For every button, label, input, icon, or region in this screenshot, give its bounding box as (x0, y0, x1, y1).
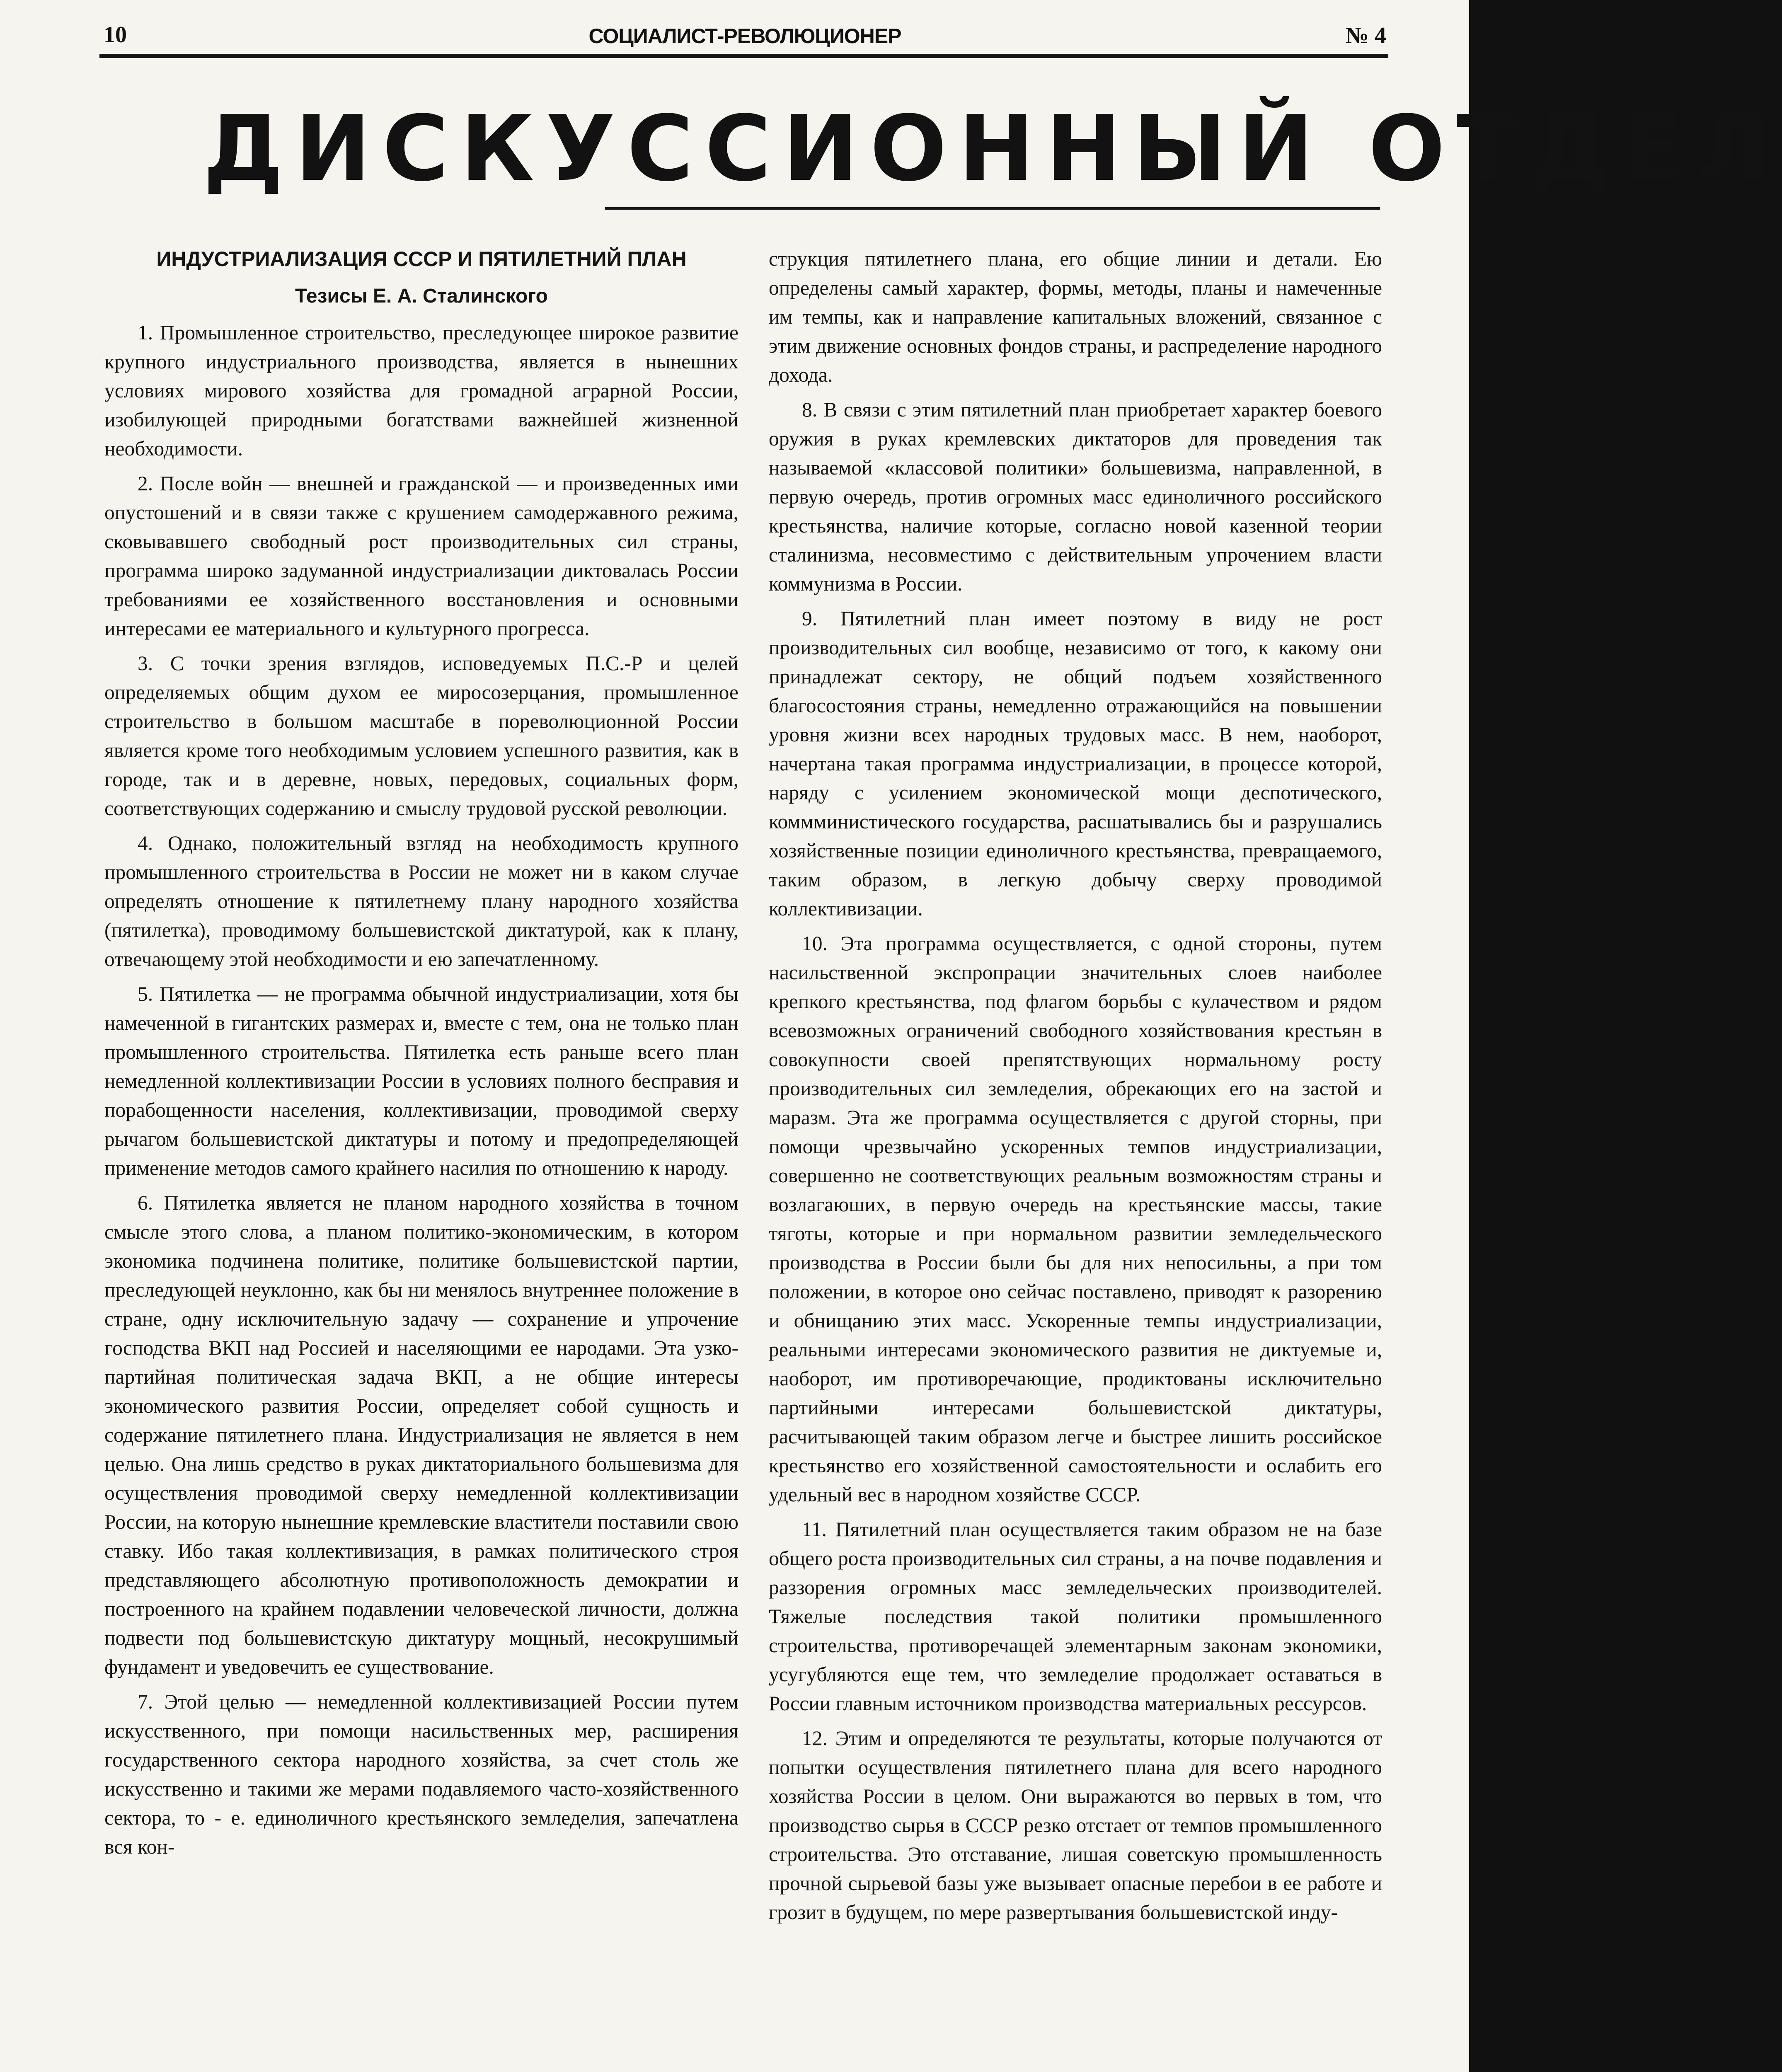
article-subtitle: Тезисы Е. А. Сталинского (295, 285, 548, 307)
title-rule (605, 207, 1380, 210)
thesis-paragraph: 2. После войн — внешней и гражданской — и произведенных ими опустошений и в связи также с крушением самодержавного режима, сковывавшего свободный рост производительных сил страны, программа широко задуманной индустриализации диктовалась России требованиями ее хозяйственного восстановления и основными интересами ее материального и культурного прогресса. (104, 472, 738, 640)
thesis-paragraph: 9. Пятилетний план имеет поэтому в виду не рост производительных сил вообще, независимо от того, к какому они принадлежат сектору, не общий подъем хозяйственного благосостояния страны, немедленно отражающийся на повышении уровня жизни всех народных трудовых масс. В нем, наоборот, начертана такая программа индустриализации, в процессе которой, наряду с усилением экономической мощи деспотического, коммминистического государства, расшатывались бы и разрушались хозяйственные позиции единоличного крестьянства, превращаемого, таким образом, в легкую добычу сверху проводимой коллективизации. (769, 607, 1382, 920)
left-column (104, 244, 738, 1867)
thesis-paragraph: 7. Этой целью — немедленной коллективизацией России путем искусственного, при помощи насильственных мер, расширения государственного сектора народного хозяйства, за счет столь же искусственно и такими же мерами подавляемого часто-хозяйственного сектора, то - е. единоличного крестьянского земледелия, запечатлена вся кон- (104, 1690, 738, 1858)
thesis-paragraph: 10. Эта программа осуществляется, с одной стороны, путем насильственной экспропрации значительных слоев наиболее крепкого крестьянства, под флагом борьбы с кулачеством и рядом всевозможных ограничений свободного хозяйствования крестьян в совокупности своей препятствующих нормальному росту производительных сил земледелия, обрекающих его на застой и маразм. Эта же программа осуществляется с другой сторны, при помощи чрезвычайно ускоренных темпов индустриализации, совершенно не соответствующих реальным возможностям страны и возлагаюших, в первую очередь на крестьянские массы, такие тяготы, которые и при нормальном развитии земледельческого производства в России были бы для них непосильны, а при том положении, в которое оно сейчас поставлено, приводят к разорению и обнищанию этих масс. Ускоренные темпы индустриализации, реальными интересами экономического развития не диктуемые и, наоборот, им противоречающие, продиктованы исключительно партийными интересами большевистской диктатуры, расчитывающей таким образом легче и быстрее лишить российское крестьянство его хозяйственной самостоятельности и ослабить его удельный вес в народном хозяйстве СССР. (769, 932, 1382, 1506)
thesis-paragraph: 4. Однако, положительный взгляд на необходимость крупного промышленного строительства в России не может ни в каком случае определять отношение к пятилетнему плану народного хозяйства (пятилетка), проводимому большевистской диктатурой, как к плану, отвечающему этой необходимости и ею запечатленному. (104, 832, 738, 971)
issue-number: № 4 (1345, 23, 1386, 48)
header-rule (99, 54, 1388, 58)
article-title: ИНДУСТРИАЛИЗАЦИЯ СССР И ПЯТИЛЕТНИЙ ПЛАН (156, 247, 687, 271)
page-number: 10 (104, 22, 127, 48)
thesis-paragraph: 8. В связи с этим пятилетний план приобретает характер боевого оружия в руках кремлевских диктаторов для проведения так называемой «классовой политики» большевизма, направленной, в первую очередь, против огромных масс единоличного российского крестьянства, наличие которые, согласно новой казенной теории сталинизма, несовместимо с действительным упрочением власти коммунизма в России. (769, 398, 1382, 595)
thesis-paragraph: 6. Пятилетка является не планом народного хозяйства в точном смысле этого слова, а планом политико-экономическим, в котором экономика подчинена политике, политике большевистской партии, преследующей неуклонно, как бы ни менялось внутреннее положение в стране, одну исключительную задачу — сохранение и упрочение господства ВКП над Россией и населяющими ее народами. Эта узко-партийная политическая задача ВКП, а не общие интересы экономического развития России, определяет собой сущность и содержание пятилетнего плана. Индустриализация не является в нем целью. Она лишь средство в руках диктаториального большевизма для осуществления проводимой сверху немедленной коллективизации России, на которую нынешние кремлевские властители поставили свою ставку. Ибо такая коллективизация, в рамках политического строя представляющего абсолютную противоположность демократии и построенного на крайнем подавлении человеческой личности, должна подвести под большевистскую диктатуру мощный, несокрушимый фундамент и уведовечить ее существование. (104, 1191, 738, 1678)
section-title: ДИСКУССИОННЫЙ ОТДЕЛ (203, 97, 1782, 201)
thesis-paragraph: 3. С точки зрения взглядов, исповедуемых П.С.-Р и целей определяемых общим духом ее миросозерцания, промышленное строительство в большом масштабе в пореволюционной России является кроме того необходимым условием успешного развития, как в городе, так и в деревне, новых, передовых, социальных форм, соответствующих содержанию и смыслу трудовой русской революции. (104, 652, 738, 820)
thesis-paragraph: 5. Пятилетка — не программа обычной индустриализации, хотя бы намеченной в гигантских размерах и, вместе с тем, она не только план промышленного строительства. Пятилетка есть раньше всего план немедленной коллективизации России в условиях полного бесправия и порабощенности населения, коллективизации, проводимой сверху рычагом большевистской диктатуры и потому и предопределяющей применение методов самого крайнего насилия по отношению к народу. (104, 983, 738, 1179)
newspaper-name: СОЦИАЛИСТ-РЕВОЛЮЦИОНЕР (588, 24, 901, 48)
thesis-paragraph: 12. Этим и определяются те результаты, которые получаются от попытки осуществления пятилетнего плана для всего народного хозяйства России в целом. Они выражаются во первых в том, что производство сырья в СССР резко отстает от темпов промышленного строительства. Это отставание, лишая советскую промышленность прочной сырьевой базы уже вызывает опасные перебои в ее работе и грозит в будущем, по мере развертывания большевистской инду- (769, 1727, 1382, 1924)
thesis-paragraph: 11. Пятилетний план осуществляется таким образом не на базе общего роста производительных сил страны, а на почве подавления и раззорения огромных масс земледельческих производителей. Тяжелые последствия такой политики промышленного строительства, противоречащей элементарным законам экономики, усугубляются еще тем, что земледелие продолжает оставаться в России главным источником производства материальных рессурсов. (769, 1518, 1382, 1715)
thesis-paragraph: 1. Промышленное строительство, преследующее широкое развитие крупного индустриального производства, является в нынешних условиях мирового хозяйства для громадной аграрной России, изобилующей природными богатствами важнейшей жизненной необходимости. (104, 321, 738, 460)
right-column (769, 244, 1382, 1933)
thesis-continuation: струкция пятилетнего плана, его общие линии и детали. Ею определены самый характер, формы, методы, планы и намеченные им темпы, как и направление капитальных вложений, связанное с этим движение основных фондов страны, и распределение народного дохода. (769, 247, 1382, 386)
page-header (104, 22, 1386, 51)
